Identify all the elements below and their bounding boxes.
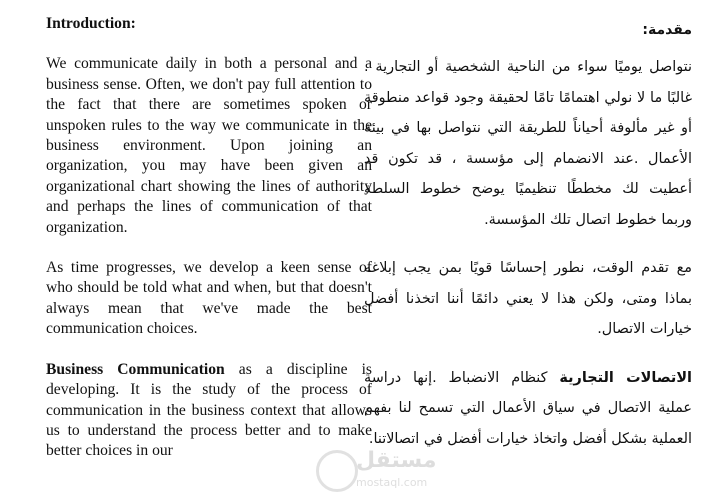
watermark-logo-text: مستقل — [356, 448, 437, 473]
arabic-heading: مقدمة: — [642, 22, 692, 38]
watermark-url: mostaql.com — [356, 476, 428, 489]
english-column — [46, 14, 372, 482]
english-paragraph-3 — [46, 360, 372, 462]
arabic-column — [364, 14, 692, 472]
english-paragraph-2: As time progresses, we develop a keen sense of who should be told what and when, but that doesn't always mean that we've made the best communication choices. — [46, 259, 372, 338]
english-paragraph-1: We communicate daily in both a personal and a business sense. Often, we don't pay full attention to the fact that there are sometimes spoken or unspoken rules to the way we communicate in the business environment. Upon joining an organization, you may have been given an organizational chart showing the lines of authority and perhaps the lines of communication of that organization. — [46, 55, 372, 236]
arabic-paragraph-3-text: كنظام الانضباط .إنها دراسة عملية الاتصال في سياق الأعمال التي تسمح لنا بفهم العملية بشكل أفضل واتخاذ خيارات أفضل في اتصالاتنا. — [364, 369, 692, 447]
english-term-business-communication: Business Communication — [46, 360, 225, 378]
arabic-term-business-communication: الاتصالات التجارية — [559, 369, 692, 386]
english-heading: Introduction: — [46, 15, 136, 32]
english-paragraph-3-text: as a discipline is developing. It is the study of the process of communication in the business context that allows us to understand the process better and to make better choices in our — [46, 360, 372, 460]
arabic-paragraph-2: مع تقدم الوقت، نطور إحساسًا قويًا بمن يجب إبلاغه بماذا ومتى، ولكن هذا لا يعني دائمًا أننا اتخذنا أفضل خيارات الاتصال. — [364, 260, 692, 337]
arabic-paragraph-1: نتواصل يوميًا سواء من الناحية الشخصية أو التجارية . غالبًا ما لا نولي اهتمامًا تامًا لحقيقة وجود قواعد منطوقة أو غير مألوفة أحياناً للطريقة التي نتواصل بها في بيئة الأعمال .عند الانضمام إلى مؤسسة ، قد تكون قد أعطيت لك مخططًا تنظيميًا يوضح خطوط السلطة وربما خطوط اتصال تلك المؤسسة. — [364, 59, 692, 228]
arabic-paragraph-3 — [364, 363, 692, 455]
